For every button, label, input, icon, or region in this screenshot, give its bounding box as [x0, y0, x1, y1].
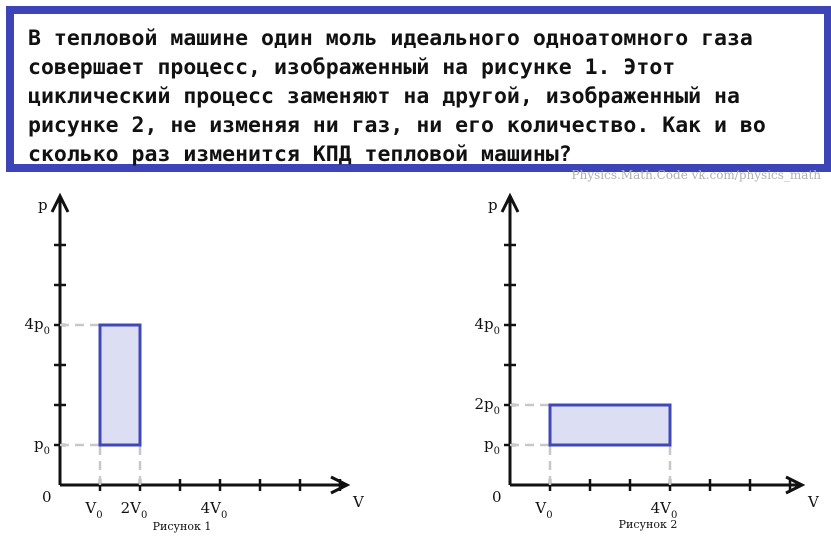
watermark: Physics.Math.Code vk.com/physics_math	[571, 168, 821, 182]
y-tick-label: $4p_0$	[24, 315, 50, 337]
y-tick-label: $2p_0$	[474, 395, 500, 417]
x-tick-label: $4V_0$	[200, 499, 228, 521]
x-axis-label: V	[808, 493, 819, 511]
problem-text: В тепловой машине один моль идеального одноатомного газа совершает процесс, изображенный на рисунке 1. Этот циклический процесс заменяют на другой, изображенный на рисунке 2, не изменяя ни газ, ни его количество. Как и во сколько раз изменится КПД тепловой машины?	[28, 26, 766, 167]
y-tick-label: $p_0$	[34, 435, 50, 457]
x-tick-label: $V_0$	[535, 499, 553, 521]
figure-caption: Рисунок 1	[152, 520, 212, 533]
y-axis-label: p	[488, 196, 498, 214]
y-axis-label: p	[38, 196, 48, 214]
x-tick-label: $V_0$	[85, 499, 103, 521]
y-tick-label: $4p_0$	[474, 315, 500, 337]
origin-label: 0	[492, 488, 502, 506]
cycle-rectangle	[100, 325, 140, 445]
figure-caption: Рисунок 2	[618, 518, 678, 531]
x-tick-label: $2V_0$	[120, 499, 148, 521]
y-tick-label: $p_0$	[484, 435, 500, 457]
origin-label: 0	[42, 488, 52, 506]
x-axis-label: V	[353, 493, 364, 511]
x-tick-label: $4V_0$	[650, 499, 678, 521]
figure-2	[474, 196, 820, 531]
figure-1	[24, 196, 365, 533]
cycle-rectangle	[550, 405, 670, 445]
